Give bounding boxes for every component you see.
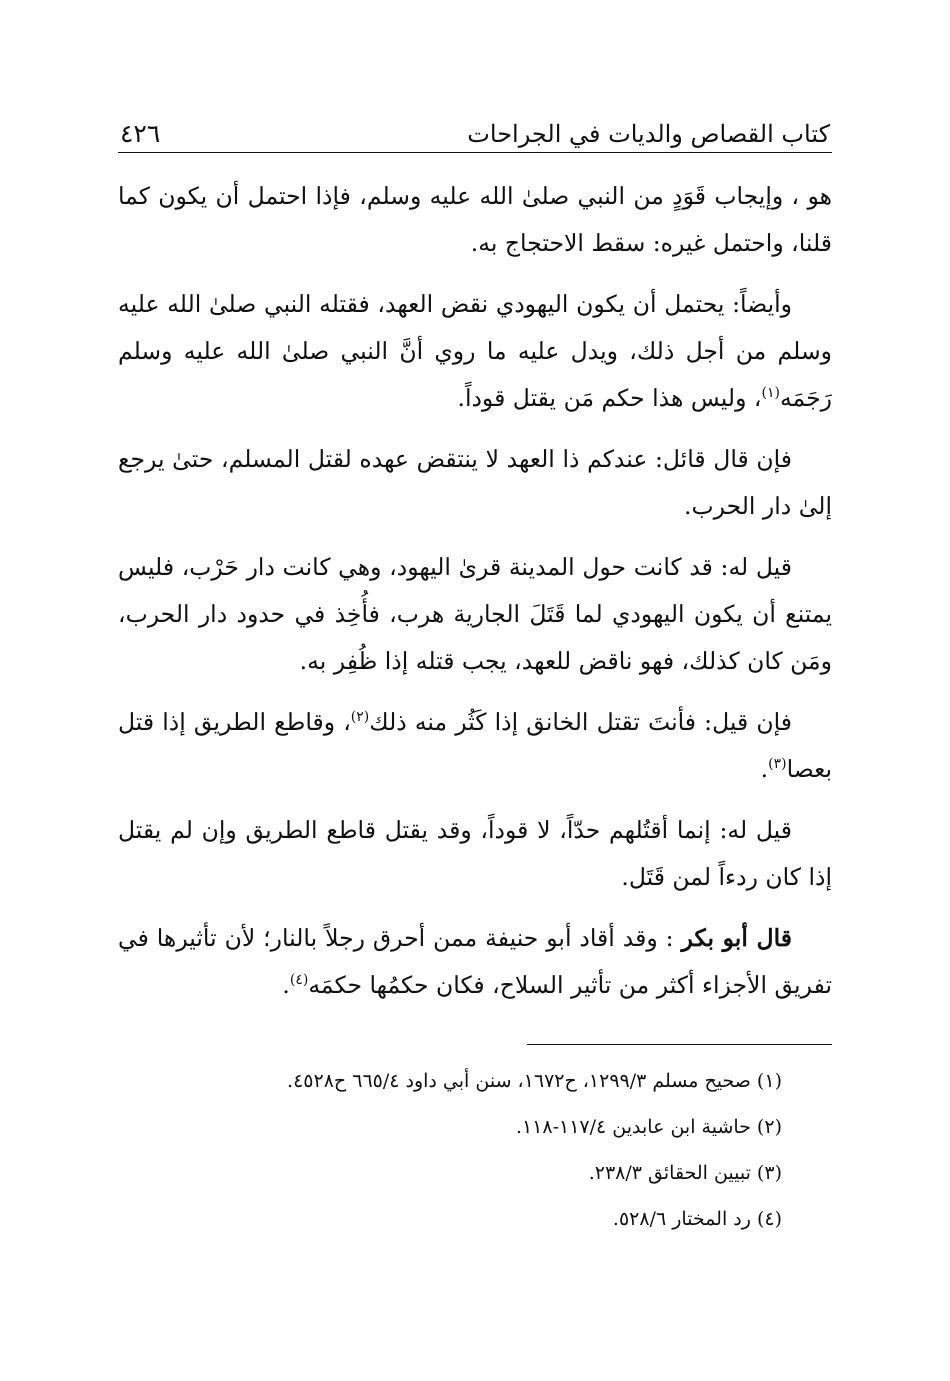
footnote-4: (٤) رد المختار ٥٢٨/٦.: [612, 1208, 782, 1230]
footnotes: [118, 1058, 832, 1242]
paragraph-5: [118, 699, 832, 793]
running-header: [118, 108, 832, 153]
paragraph-text: هو ، وإيجاب قَوَدٍ من النبي صلىٰ الله عليه وسلم، فإذا احتمل أن يكون كما قلنا، واحتمل غيره: سقط الاحتجاج به.: [118, 182, 832, 257]
footnote-rule-line: [527, 1044, 832, 1045]
speaker-label: قال أبو بكر: [681, 924, 793, 952]
page: [118, 108, 832, 1023]
paragraph-text: .: [760, 755, 769, 783]
footnote-1: (١) صحيح مسلم ١٢٩٩/٣، ح١٦٧٢، سنن أبي داود ٦٦٥/٤ ح٤٥٢٨.: [287, 1070, 782, 1092]
paragraph-7: [118, 915, 832, 1009]
footnote-separator: [118, 1044, 832, 1045]
paragraph-3: [118, 436, 832, 530]
page-number: ٤٢٦: [120, 119, 161, 148]
paragraph-text: فإن قيل: فأنتَ تقتل الخانق إذا كَثُر منه ذلك: [369, 708, 792, 736]
body-text: [118, 173, 832, 1009]
paragraph-text: : وقد أقاد أبو حنيفة ممن أحرق رجلاً بالنار؛ لأن تأثيرها في تفريق الأجزاء أكثر من تأثير السلاح، فكان حكمُها حكمَه: [118, 924, 832, 999]
footnote-ref: (٤): [289, 972, 309, 989]
paragraph-4: [118, 544, 832, 685]
paragraph-1: [118, 173, 832, 267]
paragraph-text: ، وقاطع الطريق إذا قتل بعصا: [118, 708, 832, 783]
footnote-2: (٢) حاشية ابن عابدين ١١٧/٤-١١٨.: [515, 1116, 782, 1138]
paragraph-text: وأيضاً: يحتمل أن يكون اليهودي نقض العهد، فقتله النبي صلىٰ الله عليه وسلم من أجل ذلك، ويدل عليه ما روي أنَّ النبي صلىٰ الله عليه وسلم رَجَمَه: [118, 290, 832, 412]
paragraph-text: قيل له: إنما أقتُلهم حدّاً، لا قوداً، وقد يقتل قاطع الطريق وإن لم يقتل إذا كان ردءاً لمن قَتَل.: [118, 816, 832, 891]
paragraph-text: .: [282, 971, 290, 999]
paragraph-text: فإن قال قائل: عندكم ذا العهد لا ينتقض عهده لقتل المسلم، حتىٰ يرجع إلىٰ دار الحرب.: [118, 445, 832, 520]
footnote-3: (٣) تبيين الحقائق ٢٣٨/٣.: [588, 1162, 782, 1184]
paragraph-6: [118, 807, 832, 901]
header-title: كتاب القصاص والديات في الجراحات: [467, 120, 830, 148]
footnote-ref: (١): [761, 385, 780, 402]
paragraph-text: ، وليس هذا حكم مَن يقتل قوداً.: [457, 384, 762, 412]
footnote-ref: (٢): [350, 709, 370, 726]
footnote-ref: (٣): [768, 756, 787, 773]
paragraph-2: [118, 281, 832, 422]
paragraph-text: قيل له: قد كانت حول المدينة قرىٰ اليهود، وهي كانت دار حَرْب، فليس يمتنع أن يكون اليهودي لما قَتَلَ الجارية هرب، فأُخِذ في حدود دار الحرب، ومَن كان كذلك، فهو ناقض للعهد، يجب قتله إذا ظُفِر به.: [118, 553, 832, 675]
